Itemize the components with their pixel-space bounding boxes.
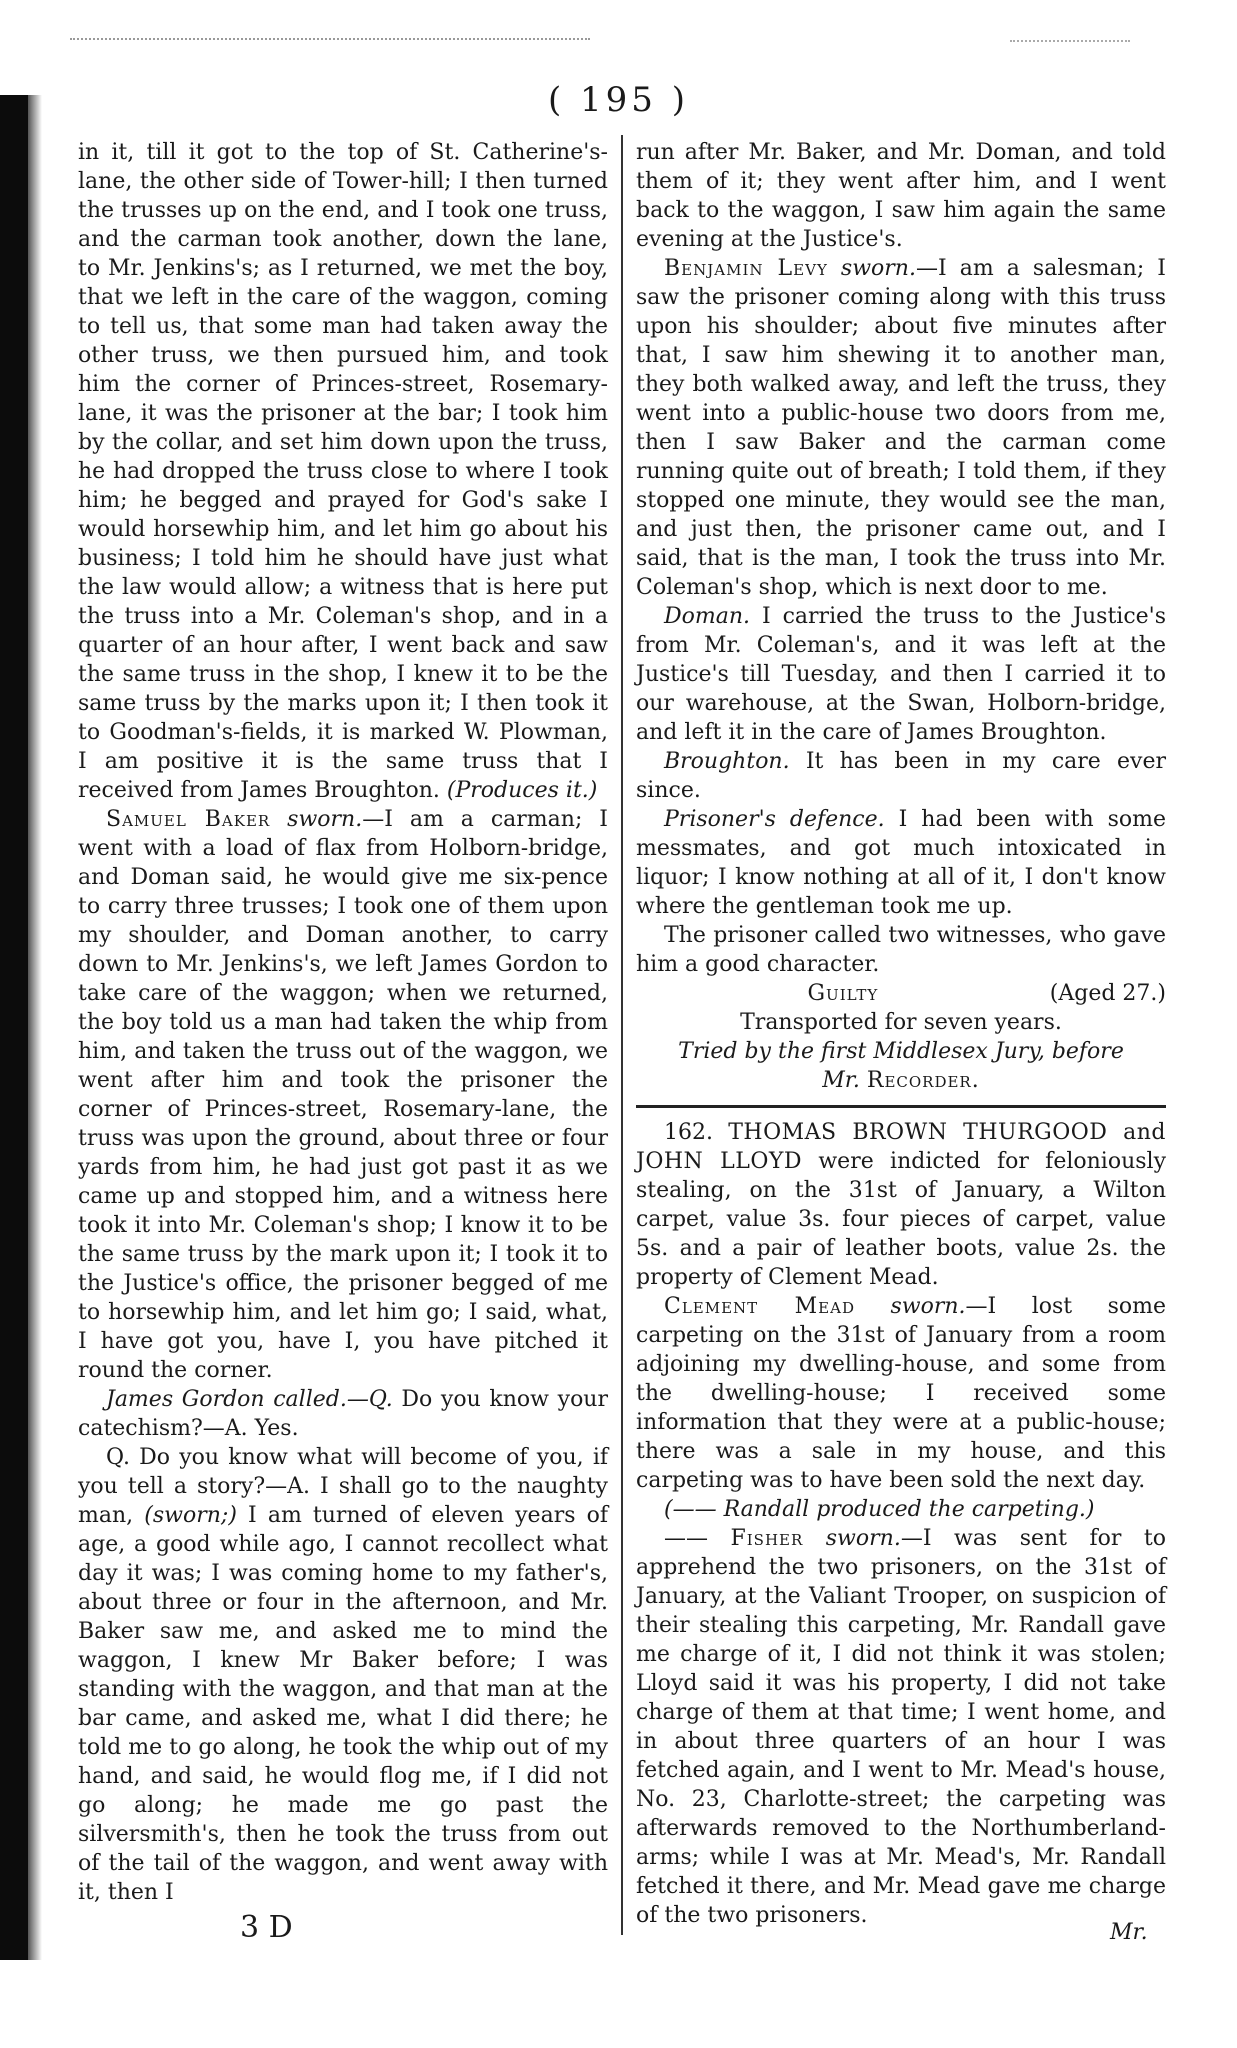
text: —I am a salesman; I saw the prisoner coming along with this truss upon his shoulder; about five minutes after that, I saw him shewing it to another man, they both walked away, and left the truss, they went into a public-house two doors from me, then I saw Baker and the carman come running quite out of breath; I told them, if they stopped one minute, they would see the man, and just then, the prisoner came out, and I said, that is the man, I took the truss into Mr. Coleman's shop, which is next door to me. [636, 256, 1166, 600]
verdict-line [636, 979, 1166, 1008]
sworn-label: sworn. [840, 256, 916, 281]
stage-direction: (—— Randall produced the carpeting.) [664, 1497, 1095, 1522]
text: Q. Do you know what will become of you, if you tell a story?—A. I shall go to the naughty man, [78, 1445, 608, 1528]
witness-name: Fisher [730, 1526, 804, 1551]
indictment: were indicted for feloniously stealing, on the 31st of January, a Wilton carpet, value 3s. four pieces of carpet, value 5s. and a pair of leather boots, value 2s. the property of Clement Mead. [636, 1149, 1167, 1290]
recorder-line [636, 1066, 1166, 1095]
paragraph [78, 1385, 608, 1443]
sworn-label: sworn. [890, 1294, 966, 1319]
paragraph [636, 921, 1166, 979]
age: (Aged 27.) [1049, 981, 1166, 1006]
case-header [636, 1118, 1166, 1292]
signature-mark: 3 D [240, 1910, 293, 1945]
verdict: Guilty [807, 981, 879, 1006]
text: run after Mr. Baker, and Mr. Doman, and told them of it; they went after him, and I went back to the waggon, I saw him again the same evening at the Justice's. [636, 140, 1166, 252]
witness-name: Samuel Baker [106, 807, 271, 832]
paragraph [636, 1292, 1166, 1495]
stage-direction: (Produces it.) [446, 778, 598, 803]
paragraph [78, 138, 608, 805]
paragraph [636, 254, 1166, 602]
paragraph [636, 138, 1166, 254]
recorder: Recorder. [866, 1068, 980, 1093]
binding-gradient [28, 95, 42, 1960]
text: in it, till it got to the top of St. Catherine's-lane, the other side of Tower-hill; I then turned the trusses up on the end, and I took one truss, and the carman took another, down the lane, to Mr. Jenkins's; as I returned, we met the boy, that we left in the care of the waggon, coming to tell us, that some man had taken away the other truss, we then pursued him, and took him the corner of Princes-street, Rosemary-lane, it was the prisoner at the bar; I took him by the collar, and set him down upon the truss, he had dropped the truss close to where I took him; he begged and prayed for God's sake I would horsewhip him, and let him go about his business; I told him he should have just what the law would allow; a witness that is here put the truss into a Mr. Coleman's shop, and in a quarter of an hour after, I went back and saw the same truss in the shop, I knew it to be the same truss by the marks upon it; I then took it to Goodman's-fields, it is marked W. Plowman, I am positive it is the same truss that I received from James Broughton. [78, 140, 608, 803]
sworn-label: sworn. [287, 807, 363, 832]
tried-by: Tried by the first Middlesex Jury, before [678, 1039, 1124, 1064]
text: —I lost some carpeting on the 31st of January from a room adjoining my dwelling-house, and some from the dwelling-house; I received some information that they were at a public-house; there was a sale in my house, and this carpeting was to have been sold the next day. [636, 1294, 1166, 1493]
recorder-prefix: Mr. [822, 1068, 860, 1093]
defence-label: Prisoner's defence. [664, 807, 885, 832]
text: I am turned of eleven years of age, a good while ago, I cannot recollect what day it was; I was coming home to my father's, about three or four in the afternoon, and Mr. Baker saw me, and asked me to mind the waggon, I knew Mr Baker before; I was standing with the waggon, and that man at the bar came, and asked me, what I did there; he told me to go along, he took the whip out of my hand, and said, he would flog me, if I did not go along; he made me go past the silversmith's, then he took the truss from out of the tail of the waggon, and went away with it, then I [78, 1503, 608, 1905]
defendants: THOMAS BROWN THURGOOD and JOHN LLOYD [636, 1120, 1167, 1174]
witness-name: Benjamin Levy [664, 256, 828, 281]
column-divider [621, 135, 623, 1935]
sworn-label: sworn. [825, 1526, 901, 1551]
witness-name: Broughton. [664, 749, 790, 774]
witness-name: Clement Mead [664, 1294, 855, 1319]
paragraph [636, 1524, 1166, 1930]
case-separator [636, 1105, 1166, 1108]
paragraph [78, 805, 608, 1385]
text: —I am a carman; I went with a load of flax from Holborn-bridge, and Doman said, he would give me six-pence to carry three trusses; I took one of them upon my shoulder, and Doman another, to carry down to Mr. Jenkins's, we left James Gordon to take care of the waggon; when we returned, the boy told us a man had taken the whip from him, and taken the truss out of the waggon, we went after him and took the prisoner the corner of Princes-street, Rosemary-lane, the truss was upon the ground, about three or four yards from him, he had just got past it as we came up and stopped him, and a witness here took it into Mr. Coleman's shop; I know it to be the same truss by the mark upon it; I took it to the Justice's office, the prisoner begged of me to horsewhip him, and let him go; I said, what, I have got you, have I, you have pitched it round the corner. [78, 807, 608, 1383]
case-number: 162. [664, 1120, 713, 1145]
text: The prisoner called two witnesses, who gave him a good character. [636, 923, 1166, 977]
text: It has been in my care ever since. [636, 749, 1166, 803]
paragraph [636, 602, 1166, 747]
paragraph [78, 1443, 608, 1907]
dash: —— [664, 1526, 708, 1551]
text: I had been with some messmates, and got much intoxicated in liquor; I know nothing at all of it, I don't know where the gentleman took me up. [636, 807, 1167, 919]
witness-lead: James Gordon called.—Q. [106, 1387, 393, 1412]
left-column [78, 138, 608, 1907]
scan-artifact [70, 38, 590, 46]
text: —I was sent for to apprehend the two prisoners, on the 31st of January, at the Valiant Trooper, on suspicion of their stealing this carpeting, Mr. Randall gave me charge of it, I did not think it was stolen; Lloyd said it was his property, I did not take charge of them at that time; I went home, and in about three quarters of an hour I was fetched again, and I went to Mr. Mead's house, No. 23, Charlotte-street; the carpeting was afterwards removed to the Northumberland-arms; while I was at Mr. Mead's, Mr. Randall fetched it there, and Mr. Mead gave me charge of the two prisoners. [636, 1526, 1166, 1928]
witness-name: Doman. [664, 604, 751, 629]
sworn-label: (sworn;) [144, 1503, 237, 1528]
catchword: Mr. [1110, 1920, 1148, 1945]
right-column [636, 138, 1166, 1930]
page-number: ( 195 ) [547, 80, 690, 120]
paragraph [636, 805, 1166, 921]
scan-artifact-right [1010, 40, 1130, 46]
sentence: Transported for seven years. [740, 1010, 1062, 1035]
paragraph [636, 747, 1166, 805]
binding-shadow [0, 95, 28, 1960]
text: Do you know your catechism?—A. Yes. [78, 1387, 608, 1441]
text: I carried the truss to the Justice's from Mr. Coleman's, and it was left at the Justice's till Tuesday, and then I carried it to our warehouse, at the Swan, Holborn-bridge, and left it in the care of James Broughton. [636, 604, 1166, 745]
